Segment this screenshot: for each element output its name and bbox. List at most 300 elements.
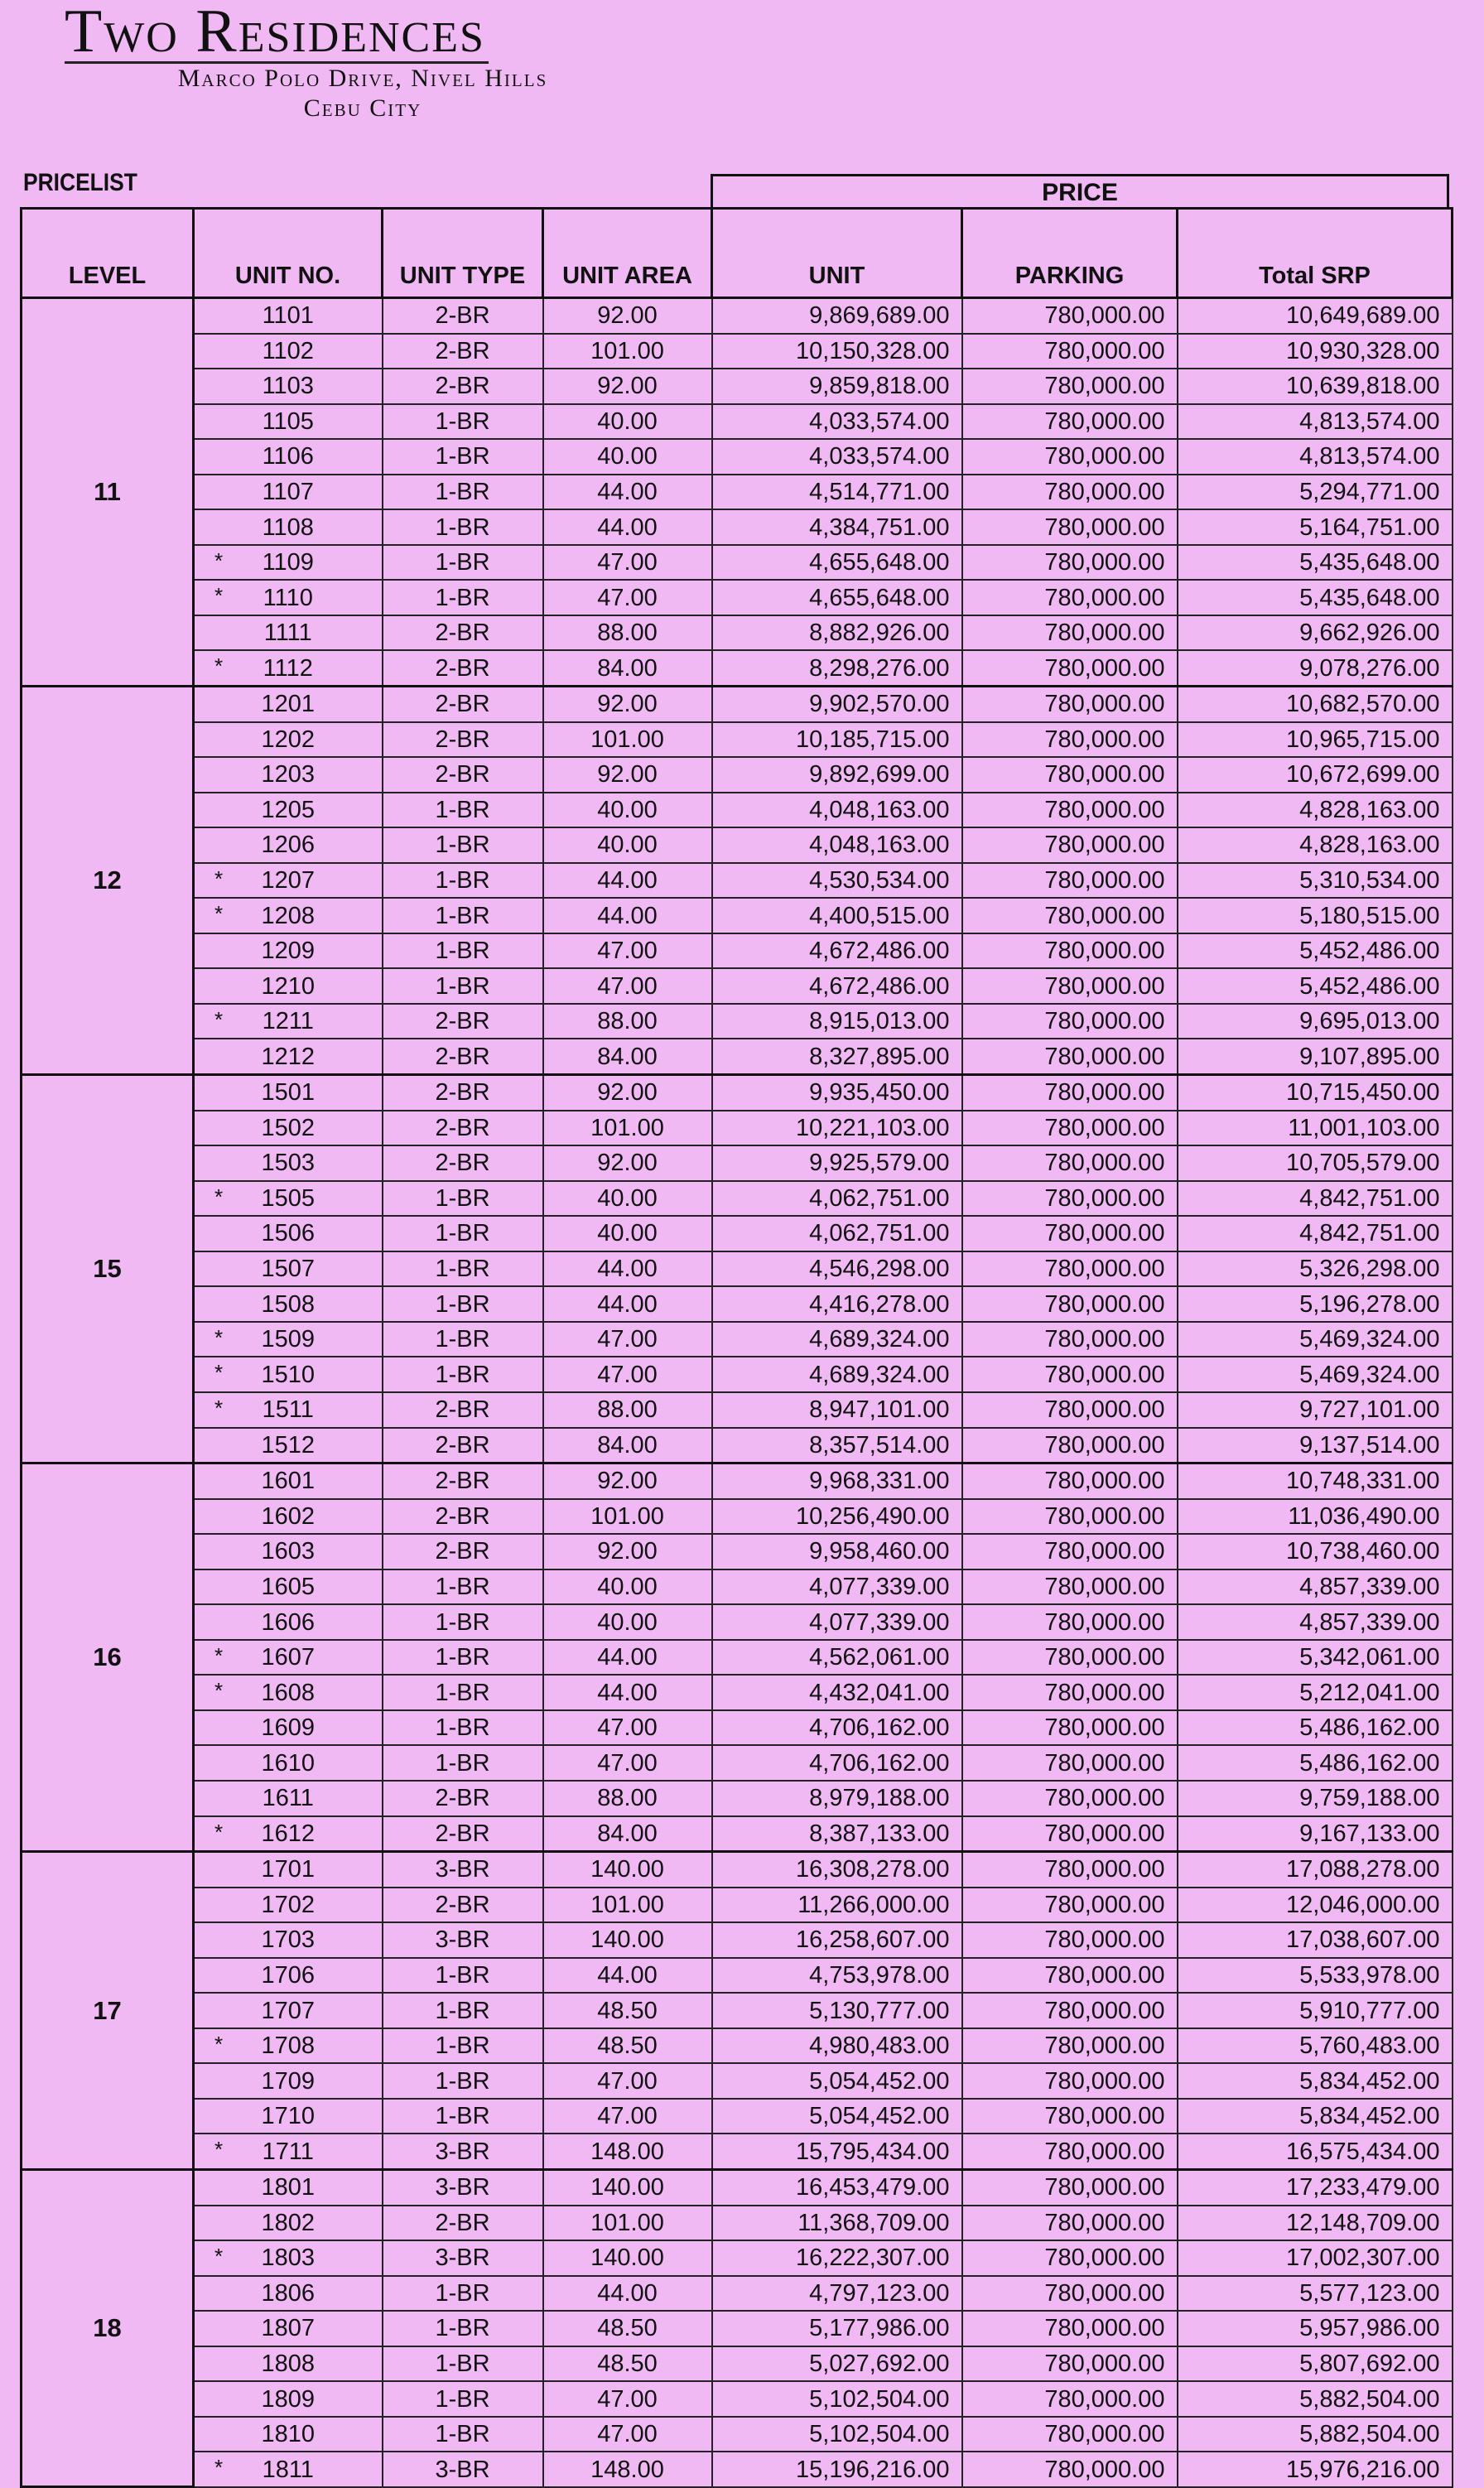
parking-cell: 780,000.00 [962, 1039, 1178, 1074]
table-row [22, 2346, 1453, 2382]
table-row [22, 1181, 1453, 1217]
unit-no-cell [194, 1075, 383, 1111]
unit-no-text: 1205 [261, 796, 315, 823]
table-row [22, 1675, 1453, 1710]
unit-type-cell: 3-BR [383, 2134, 543, 2169]
unit-type-cell: 1-BR [383, 580, 543, 615]
unit-type-cell: 2-BR [383, 1039, 543, 1074]
total-srp-cell: 5,196,278.00 [1178, 1286, 1453, 1322]
unit-price-cell: 9,892,699.00 [712, 757, 962, 793]
total-srp-cell: 5,294,771.00 [1178, 475, 1453, 510]
parking-cell: 780,000.00 [962, 1922, 1178, 1958]
unit-no-text: 1110 [263, 584, 313, 611]
table-row [22, 2311, 1453, 2346]
parking-cell: 780,000.00 [962, 1569, 1178, 1605]
unit-type-cell: 2-BR [383, 1534, 543, 1569]
unit-price-cell: 5,177,986.00 [712, 2311, 962, 2346]
table-row [22, 757, 1453, 793]
table-row [22, 1251, 1453, 1287]
unit-no-text: 1611 [262, 1785, 314, 1812]
unit-no-cell [194, 1004, 383, 1039]
parking-cell: 780,000.00 [962, 1251, 1178, 1287]
unit-no-text: 1711 [262, 2138, 314, 2165]
total-srp-cell: 9,137,514.00 [1178, 1428, 1453, 1463]
parking-cell: 780,000.00 [962, 827, 1178, 863]
unit-area-cell: 40.00 [543, 793, 712, 828]
table-row [22, 1993, 1453, 2028]
unit-no-text: 1201 [261, 691, 315, 718]
unit-area-cell: 48.50 [543, 2346, 712, 2382]
table-row [22, 1958, 1453, 1994]
asterisk-mark: * [214, 1678, 224, 1704]
unit-price-cell: 4,033,574.00 [712, 439, 962, 475]
unit-price-cell: 11,266,000.00 [712, 1888, 962, 1923]
unit-price-cell: 4,797,123.00 [712, 2276, 962, 2312]
total-srp-cell: 5,180,515.00 [1178, 898, 1453, 933]
unit-no-cell [194, 687, 383, 722]
unit-no-cell [194, 475, 383, 510]
table-row [22, 1781, 1453, 1816]
table-row [22, 1499, 1453, 1535]
unit-no-text: 1211 [262, 1008, 314, 1035]
parking-cell: 780,000.00 [962, 687, 1178, 722]
unit-no-cell [194, 1499, 383, 1535]
table-row [22, 722, 1453, 758]
price-table [20, 207, 1453, 2488]
unit-type-cell: 2-BR [383, 369, 543, 404]
parking-cell: 780,000.00 [962, 1958, 1178, 1994]
table-row [22, 1428, 1453, 1463]
unit-area-cell: 101.00 [543, 1888, 712, 1923]
unit-price-cell: 4,562,061.00 [712, 1640, 962, 1676]
table-body [22, 298, 1453, 2487]
unit-area-cell: 44.00 [543, 1251, 712, 1287]
unit-area-cell: 140.00 [543, 1922, 712, 1958]
unit-area-cell: 44.00 [543, 1640, 712, 1676]
unit-price-cell: 4,384,751.00 [712, 509, 962, 545]
unit-area-cell: 47.00 [543, 1357, 712, 1392]
table-row [22, 2381, 1453, 2417]
unit-type-cell: 1-BR [383, 933, 543, 969]
unit-no-cell [194, 509, 383, 545]
unit-type-cell: 2-BR [383, 615, 543, 651]
unit-type-cell: 1-BR [383, 827, 543, 863]
total-srp-cell: 11,036,490.00 [1178, 1499, 1453, 1535]
total-srp-cell: 9,695,013.00 [1178, 1004, 1453, 1039]
unit-type-cell: 2-BR [383, 1781, 543, 1816]
parking-cell: 780,000.00 [962, 1852, 1178, 1888]
parking-cell: 780,000.00 [962, 1604, 1178, 1640]
table-row [22, 1640, 1453, 1676]
unit-price-cell: 4,655,648.00 [712, 545, 962, 581]
unit-area-cell: 47.00 [543, 2063, 712, 2099]
unit-price-cell: 4,062,751.00 [712, 1181, 962, 1217]
unit-no-cell [194, 369, 383, 404]
unit-no-cell [194, 1922, 383, 1958]
level-cell: 17 [22, 1852, 194, 2170]
unit-no-cell [194, 2169, 383, 2205]
unit-type-cell: 1-BR [383, 1569, 543, 1605]
unit-price-cell: 15,196,216.00 [712, 2452, 962, 2487]
table-row [22, 615, 1453, 651]
asterisk-mark: * [214, 1184, 224, 1209]
unit-no-text: 1502 [261, 1114, 315, 1141]
parking-cell: 780,000.00 [962, 2381, 1178, 2417]
unit-type-cell: 2-BR [383, 1004, 543, 1039]
unit-type-cell: 1-BR [383, 1322, 543, 1357]
unit-no-cell [194, 968, 383, 1004]
unit-type-cell: 2-BR [383, 1888, 543, 1923]
parking-cell: 780,000.00 [962, 2311, 1178, 2346]
unit-area-cell: 44.00 [543, 1286, 712, 1322]
table-row [22, 2240, 1453, 2276]
table-row [22, 1888, 1453, 1923]
unit-no-text: 1612 [261, 1820, 315, 1847]
parking-cell: 780,000.00 [962, 1888, 1178, 1923]
col-header-parking: PARKING [962, 209, 1178, 298]
total-srp-cell: 10,639,818.00 [1178, 369, 1453, 404]
unit-area-cell: 88.00 [543, 1004, 712, 1039]
parking-cell: 780,000.00 [962, 334, 1178, 369]
unit-no-cell [194, 2276, 383, 2312]
level-cell: 16 [22, 1463, 194, 1852]
total-srp-cell: 10,649,689.00 [1178, 298, 1453, 334]
total-srp-cell: 10,930,328.00 [1178, 334, 1453, 369]
total-srp-cell: 9,078,276.00 [1178, 650, 1453, 686]
table-row [22, 545, 1453, 581]
unit-type-cell: 1-BR [383, 509, 543, 545]
parking-cell: 780,000.00 [962, 1181, 1178, 1217]
table-row [22, 1111, 1453, 1146]
parking-cell: 780,000.00 [962, 545, 1178, 581]
unit-type-cell: 3-BR [383, 1922, 543, 1958]
unit-area-cell: 40.00 [543, 1181, 712, 1217]
parking-cell: 780,000.00 [962, 615, 1178, 651]
unit-no-text: 1203 [261, 761, 315, 788]
unit-type-cell: 2-BR [383, 1392, 543, 1428]
table-row [22, 1004, 1453, 1039]
unit-area-cell: 101.00 [543, 2206, 712, 2241]
table-row [22, 650, 1453, 686]
table-row [22, 1357, 1453, 1392]
col-header-total-srp: Total SRP [1178, 209, 1453, 298]
total-srp-cell: 4,842,751.00 [1178, 1181, 1453, 1217]
unit-price-cell: 10,256,490.00 [712, 1499, 962, 1535]
unit-no-text: 1810 [261, 2421, 315, 2448]
unit-price-cell: 4,062,751.00 [712, 1216, 962, 1251]
unit-no-cell [194, 793, 383, 828]
unit-no-cell [194, 933, 383, 969]
unit-area-cell: 44.00 [543, 2276, 712, 2312]
unit-area-cell: 47.00 [543, 580, 712, 615]
total-srp-cell: 10,965,715.00 [1178, 722, 1453, 758]
unit-area-cell: 47.00 [543, 1745, 712, 1781]
unit-no-text: 1702 [261, 1891, 315, 1918]
parking-cell: 780,000.00 [962, 650, 1178, 686]
unit-no-text: 1607 [261, 1644, 315, 1671]
total-srp-cell: 10,682,570.00 [1178, 687, 1453, 722]
unit-no-cell [194, 2063, 383, 2099]
address-line: Marco Polo Drive, Nivel Hills [177, 65, 548, 92]
table-row [22, 580, 1453, 615]
unit-price-cell: 10,185,715.00 [712, 722, 962, 758]
parking-cell: 780,000.00 [962, 1392, 1178, 1428]
unit-no-cell [194, 1993, 383, 2028]
unit-no-cell [194, 439, 383, 475]
unit-area-cell: 47.00 [543, 968, 712, 1004]
unit-type-cell: 2-BR [383, 1499, 543, 1535]
total-srp-cell: 4,857,339.00 [1178, 1569, 1453, 1605]
unit-no-cell [194, 1322, 383, 1357]
unit-price-cell: 4,033,574.00 [712, 404, 962, 440]
price-group-header: PRICE [711, 174, 1449, 209]
unit-no-cell [194, 1958, 383, 1994]
total-srp-cell: 5,212,041.00 [1178, 1675, 1453, 1710]
total-srp-cell: 5,577,123.00 [1178, 2276, 1453, 2312]
unit-type-cell: 1-BR [383, 2417, 543, 2452]
asterisk-mark: * [214, 1395, 224, 1420]
unit-no-text: 1512 [261, 1431, 315, 1459]
unit-area-cell: 47.00 [543, 1322, 712, 1357]
table-row [22, 2452, 1453, 2487]
total-srp-cell: 10,705,579.00 [1178, 1145, 1453, 1181]
unit-no-text: 1105 [262, 407, 314, 435]
unit-area-cell: 47.00 [543, 2417, 712, 2452]
table-row [22, 334, 1453, 369]
unit-type-cell: 1-BR [383, 1993, 543, 2028]
table-row [22, 1569, 1453, 1605]
unit-no-cell [194, 757, 383, 793]
total-srp-cell: 5,452,486.00 [1178, 933, 1453, 969]
unit-no-text: 1708 [261, 2032, 315, 2060]
table-row [22, 1145, 1453, 1181]
unit-type-cell: 3-BR [383, 2240, 543, 2276]
total-srp-cell: 12,148,709.00 [1178, 2206, 1453, 2241]
asterisk-mark: * [214, 653, 224, 679]
unit-no-cell [194, 650, 383, 686]
total-srp-cell: 5,435,648.00 [1178, 545, 1453, 581]
unit-area-cell: 44.00 [543, 475, 712, 510]
unit-no-cell [194, 334, 383, 369]
parking-cell: 780,000.00 [962, 2276, 1178, 2312]
total-srp-cell: 12,046,000.00 [1178, 1888, 1453, 1923]
table-row [22, 369, 1453, 404]
unit-no-cell [194, 2028, 383, 2064]
total-srp-cell: 4,813,574.00 [1178, 439, 1453, 475]
unit-price-cell: 8,979,188.00 [712, 1781, 962, 1816]
parking-cell: 780,000.00 [962, 1993, 1178, 2028]
unit-price-cell: 4,530,534.00 [712, 863, 962, 899]
total-srp-cell: 9,727,101.00 [1178, 1392, 1453, 1428]
unit-no-cell [194, 580, 383, 615]
unit-area-cell: 101.00 [543, 722, 712, 758]
unit-price-cell: 5,054,452.00 [712, 2063, 962, 2099]
parking-cell: 780,000.00 [962, 2134, 1178, 2169]
table-row [22, 1463, 1453, 1499]
parking-cell: 780,000.00 [962, 1499, 1178, 1535]
unit-no-cell [194, 1463, 383, 1499]
unit-type-cell: 1-BR [383, 1357, 543, 1392]
unit-type-cell: 1-BR [383, 1181, 543, 1217]
unit-price-cell: 4,514,771.00 [712, 475, 962, 510]
unit-price-cell: 16,453,479.00 [712, 2169, 962, 2205]
unit-area-cell: 40.00 [543, 1216, 712, 1251]
unit-area-cell: 47.00 [543, 545, 712, 581]
unit-no-cell [194, 898, 383, 933]
unit-type-cell: 1-BR [383, 2276, 543, 2312]
unit-area-cell: 148.00 [543, 2134, 712, 2169]
unit-no-text: 1710 [261, 2103, 315, 2130]
unit-area-cell: 44.00 [543, 863, 712, 899]
unit-area-cell: 92.00 [543, 757, 712, 793]
unit-area-cell: 40.00 [543, 827, 712, 863]
unit-area-cell: 44.00 [543, 1958, 712, 1994]
unit-no-cell [194, 863, 383, 899]
unit-no-cell [194, 2311, 383, 2346]
unit-no-text: 1808 [261, 2350, 315, 2377]
unit-type-cell: 2-BR [383, 757, 543, 793]
unit-no-text: 1709 [261, 2067, 315, 2095]
unit-price-cell: 5,130,777.00 [712, 1993, 962, 2028]
unit-area-cell: 101.00 [543, 1499, 712, 1535]
table-row [22, 933, 1453, 969]
total-srp-cell: 11,001,103.00 [1178, 1111, 1453, 1146]
parking-cell: 780,000.00 [962, 2028, 1178, 2064]
unit-type-cell: 1-BR [383, 863, 543, 899]
total-srp-cell: 5,486,162.00 [1178, 1710, 1453, 1746]
table-row [22, 2417, 1453, 2452]
unit-area-cell: 84.00 [543, 650, 712, 686]
table-row [22, 2134, 1453, 2169]
unit-type-cell: 2-BR [383, 334, 543, 369]
parking-cell: 780,000.00 [962, 2346, 1178, 2382]
unit-area-cell: 88.00 [543, 615, 712, 651]
unit-price-cell: 4,077,339.00 [712, 1604, 962, 1640]
unit-area-cell: 40.00 [543, 439, 712, 475]
unit-area-cell: 92.00 [543, 1075, 712, 1111]
parking-cell: 780,000.00 [962, 2417, 1178, 2452]
unit-area-cell: 92.00 [543, 687, 712, 722]
total-srp-cell: 5,807,692.00 [1178, 2346, 1453, 2382]
unit-area-cell: 84.00 [543, 1428, 712, 1463]
unit-price-cell: 8,298,276.00 [712, 650, 962, 686]
unit-price-cell: 8,387,133.00 [712, 1816, 962, 1852]
parking-cell: 780,000.00 [962, 1322, 1178, 1357]
table-row [22, 439, 1453, 475]
table-row [22, 827, 1453, 863]
table-row [22, 1075, 1453, 1111]
table-row [22, 1216, 1453, 1251]
unit-no-cell [194, 1534, 383, 1569]
unit-no-text: 1605 [261, 1573, 315, 1600]
unit-no-text: 1102 [262, 337, 314, 364]
unit-price-cell: 8,915,013.00 [712, 1004, 962, 1039]
col-header-unit-type: UNIT TYPE [383, 209, 543, 298]
total-srp-cell: 5,342,061.00 [1178, 1640, 1453, 1676]
unit-no-cell [194, 1111, 383, 1146]
unit-type-cell: 2-BR [383, 687, 543, 722]
unit-no-cell [194, 1852, 383, 1888]
unit-area-cell: 92.00 [543, 369, 712, 404]
parking-cell: 780,000.00 [962, 2063, 1178, 2099]
unit-no-text: 1208 [261, 902, 315, 929]
parking-cell: 780,000.00 [962, 793, 1178, 828]
parking-cell: 780,000.00 [962, 1675, 1178, 1710]
unit-no-text: 1608 [261, 1679, 315, 1706]
unit-no-text: 1207 [261, 867, 315, 894]
unit-no-text: 1109 [262, 549, 314, 576]
col-header-level: LEVEL [22, 209, 194, 298]
unit-price-cell: 9,859,818.00 [712, 369, 962, 404]
unit-price-cell: 16,308,278.00 [712, 1852, 962, 1888]
table-row [22, 1816, 1453, 1852]
unit-area-cell: 44.00 [543, 509, 712, 545]
total-srp-cell: 16,575,434.00 [1178, 2134, 1453, 2169]
unit-no-text: 1501 [261, 1079, 315, 1107]
unit-price-cell: 9,869,689.00 [712, 298, 962, 334]
unit-area-cell: 40.00 [543, 1569, 712, 1605]
unit-no-text: 1107 [262, 479, 314, 505]
unit-no-text: 1802 [261, 2209, 315, 2236]
total-srp-cell: 9,107,895.00 [1178, 1039, 1453, 1074]
unit-no-cell [194, 1216, 383, 1251]
unit-no-text: 1509 [261, 1326, 315, 1353]
parking-cell: 780,000.00 [962, 2206, 1178, 2241]
total-srp-cell: 5,834,452.00 [1178, 2063, 1453, 2099]
pricelist-label: PRICELIST [23, 169, 137, 196]
total-srp-cell: 5,533,978.00 [1178, 1958, 1453, 1994]
unit-area-cell: 140.00 [543, 2240, 712, 2276]
parking-cell: 780,000.00 [962, 1534, 1178, 1569]
parking-cell: 780,000.00 [962, 1357, 1178, 1392]
unit-no-text: 1601 [261, 1468, 315, 1495]
parking-cell: 780,000.00 [962, 1710, 1178, 1746]
unit-price-cell: 10,150,328.00 [712, 334, 962, 369]
unit-type-cell: 2-BR [383, 1816, 543, 1852]
document-header [65, 0, 677, 123]
unit-type-cell: 1-BR [383, 545, 543, 581]
unit-no-cell [194, 2417, 383, 2452]
unit-price-cell: 9,925,579.00 [712, 1145, 962, 1181]
unit-price-cell: 9,958,460.00 [712, 1534, 962, 1569]
unit-type-cell: 1-BR [383, 475, 543, 510]
parking-cell: 780,000.00 [962, 2240, 1178, 2276]
level-cell: 18 [22, 2169, 194, 2486]
unit-no-text: 1511 [262, 1396, 314, 1424]
unit-type-cell: 1-BR [383, 2028, 543, 2064]
unit-no-text: 1106 [262, 443, 314, 470]
unit-no-text: 1610 [261, 1749, 315, 1777]
table-row [22, 2099, 1453, 2134]
unit-area-cell: 148.00 [543, 2452, 712, 2487]
unit-price-cell: 10,221,103.00 [712, 1111, 962, 1146]
unit-price-cell: 5,027,692.00 [712, 2346, 962, 2382]
unit-no-cell [194, 1286, 383, 1322]
parking-cell: 780,000.00 [962, 722, 1178, 758]
unit-price-cell: 4,400,515.00 [712, 898, 962, 933]
parking-cell: 780,000.00 [962, 475, 1178, 510]
total-srp-cell: 5,326,298.00 [1178, 1251, 1453, 1287]
unit-price-cell: 8,947,101.00 [712, 1392, 962, 1428]
unit-type-cell: 1-BR [383, 2311, 543, 2346]
unit-type-cell: 2-BR [383, 650, 543, 686]
unit-area-cell: 48.50 [543, 2028, 712, 2064]
unit-price-cell: 8,357,514.00 [712, 1428, 962, 1463]
parking-cell: 780,000.00 [962, 404, 1178, 440]
unit-price-cell: 5,054,452.00 [712, 2099, 962, 2134]
unit-no-cell [194, 722, 383, 758]
unit-no-text: 1503 [261, 1150, 315, 1177]
